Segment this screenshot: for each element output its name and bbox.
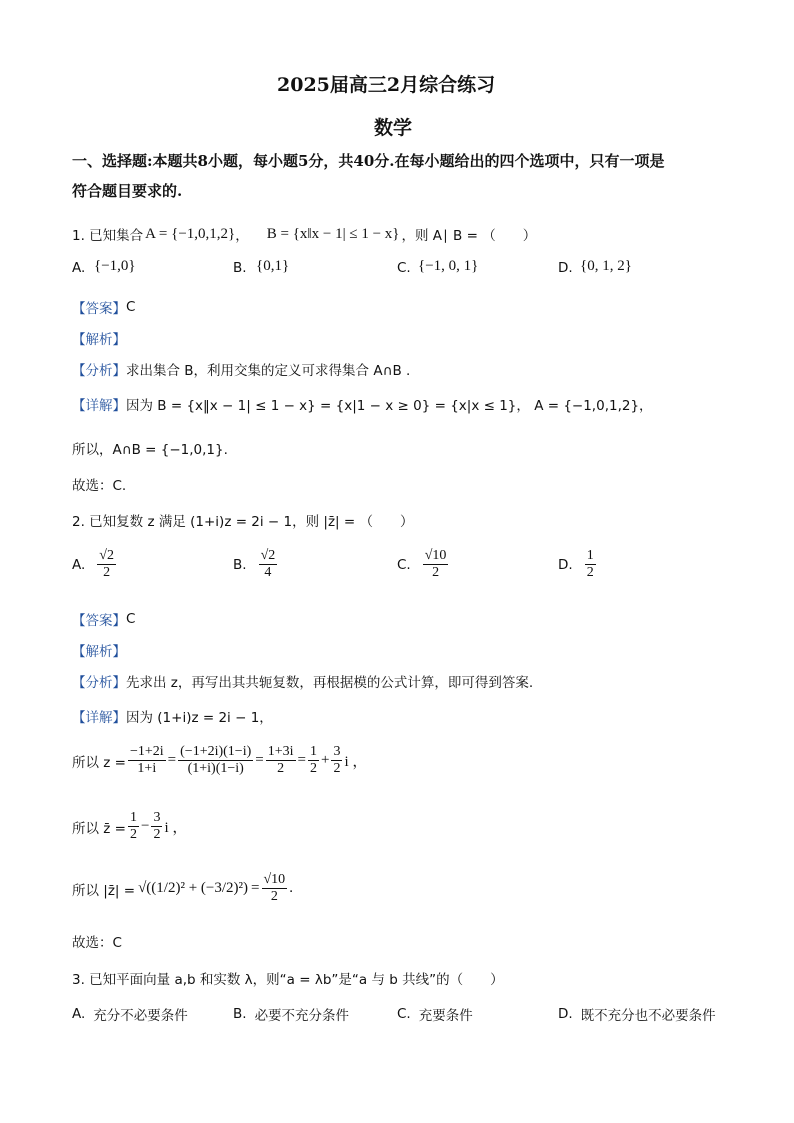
xiangjie-text: 因为 (1+i)z = 2i − 1，	[126, 710, 273, 726]
equals-sign: =	[251, 880, 260, 897]
q1-stem	[72, 224, 536, 244]
q2-option-b	[233, 548, 279, 581]
q2-xiangjie	[72, 706, 273, 726]
q2-choice: 故选：C	[72, 935, 122, 951]
q2-option-b-label: B.	[233, 556, 247, 573]
fenxi-text: 求出集合 B，利用交集的定义可求得集合 A∩B .	[126, 363, 411, 379]
q1-set-a: A = {−1,0,1,2}	[145, 225, 236, 242]
q2-analysis-tag: 【解析】	[72, 644, 126, 660]
section-heading-line1: 一、选择题:本题共8小题，每小题5分，共40分.在每小题给出的四个选项中，只有一项是	[72, 152, 665, 170]
q2-stem: 2. 已知复数 z 满足 (1+i)z = 2i − 1，则 |z̄| = （ ）	[72, 514, 414, 530]
q2-option-d	[558, 548, 598, 581]
step1-frac3: $\frac{1+3i}{2}$	[267, 744, 294, 777]
q1-option-a-value: {−1,0}	[94, 258, 136, 274]
q3-option-a-label: A.	[72, 1006, 86, 1022]
q3-option-a	[72, 1004, 188, 1024]
subject-title: 数学	[374, 117, 413, 139]
q1-option-c-label: C.	[397, 260, 411, 276]
q3-option-c	[397, 1004, 473, 1024]
answer-value: C	[126, 299, 136, 315]
equals-sign: =	[167, 752, 177, 769]
q2-fenxi	[72, 671, 533, 691]
q2-option-c-fraction: $\frac{√10}{2}$	[424, 548, 447, 581]
q2-step2	[72, 810, 187, 843]
q1-set-b: B = {x‖x − 1| ≤ 1 − x}	[266, 225, 400, 242]
section-heading-line2: 符合题目要求的.	[72, 182, 183, 200]
q1-option-d-label: D.	[558, 260, 573, 276]
q3-option-b-text: 必要不充分条件	[254, 1008, 350, 1024]
step1-tail: i ，	[344, 754, 368, 771]
q2-step3	[72, 872, 293, 905]
answer-tag: 【答案】	[72, 613, 126, 629]
q1-conclusion: 所以，A∩B = {−1,0,1}.	[72, 442, 228, 458]
xiangjie-text: 因为 B = {x‖x − 1| ≤ 1 − x} = {x|1 − x ≥ 0} = {x|x ≤ 1}， A = {−1,0,1,2}，	[126, 398, 653, 414]
step1-frac5: $\frac{3}{2}$	[333, 744, 341, 777]
q3-option-c-label: C.	[397, 1006, 411, 1022]
q2-option-d-label: D.	[558, 556, 573, 573]
step2-prefix: 所以 z̄ =	[72, 820, 126, 837]
q2-option-c	[397, 548, 450, 581]
q3-option-c-text: 充要条件	[418, 1008, 473, 1024]
q1-option-d-value: {0, 1, 2}	[580, 258, 632, 274]
q1-option-b-label: B.	[233, 260, 247, 276]
q2-option-b-fraction: $\frac{√2}{4}$	[260, 548, 276, 581]
q3-option-b-label: B.	[233, 1006, 247, 1022]
q1-answer	[72, 297, 135, 317]
plus-sign: +	[321, 752, 330, 769]
q3-stem: 3. 已知平面向量 a,b 和实数 λ，则“a = λb”是“a 与 b 共线”的（ ）	[72, 972, 504, 988]
step1-frac1: $\frac{-1+2i}{1+i}$	[129, 744, 164, 777]
step3-result: $\frac{√10}{2}$	[263, 872, 286, 905]
step1-frac4: $\frac{1}{2}$	[310, 744, 317, 777]
q1-option-a-label: A.	[72, 260, 86, 276]
minus-sign: −	[140, 818, 150, 835]
q1-tail: ，则 A∣ B = （ ）	[401, 228, 537, 244]
step2-frac2: $\frac{3}{2}$	[153, 810, 161, 843]
step3-root: √((1/2)² + (−3/2)²)	[138, 880, 249, 897]
q2-option-a-fraction: $\frac{√2}{2}$	[99, 548, 114, 581]
q2-option-d-fraction: $\frac{1}{2}$	[586, 548, 594, 581]
step2-tail: i ，	[164, 820, 188, 837]
answer-value: C	[126, 611, 136, 627]
step1-frac2: $\frac{(-1+2i)(1-i)}{(1+i)(1-i)}$	[180, 744, 252, 777]
step3-prefix: 所以 |z̄| =	[72, 882, 136, 899]
page-title: 2025届高三2月综合练习	[277, 74, 496, 96]
q1-option-b-value: {0,1}	[256, 258, 290, 274]
equals-sign: =	[255, 752, 264, 769]
q2-answer	[72, 609, 135, 629]
q1-number: 1. 已知集合	[72, 228, 144, 244]
answer-tag: 【答案】	[72, 301, 126, 317]
q2-step1	[72, 744, 367, 777]
q3-option-b	[233, 1004, 349, 1024]
q1-xiangjie	[72, 394, 653, 414]
q1-analysis-tag: 【解析】	[72, 332, 126, 348]
fenxi-tag: 【分析】	[72, 363, 126, 379]
fenxi-tag: 【分析】	[72, 675, 126, 691]
q3-option-d-text: 既不充分也不必要条件	[580, 1008, 716, 1024]
xiangjie-tag: 【详解】	[72, 398, 126, 414]
equals-sign: =	[297, 752, 306, 769]
fenxi-text: 先求出 z，再写出其共轭复数，再根据模的公式计算，即可得到答案.	[126, 675, 534, 691]
q1-comma: ，	[235, 228, 249, 244]
q3-option-a-text: 充分不必要条件	[93, 1008, 188, 1024]
q3-option-d	[558, 1004, 716, 1024]
xiangjie-tag: 【详解】	[72, 710, 126, 726]
q1-fenxi	[72, 359, 410, 379]
q1-option-c-value: {−1, 0, 1}	[418, 258, 479, 274]
q2-option-a	[72, 548, 118, 581]
step2-frac1: $\frac{1}{2}$	[129, 810, 137, 843]
q2-option-a-label: A.	[72, 556, 86, 573]
q3-option-d-label: D.	[558, 1006, 573, 1022]
q1-choice: 故选：C.	[72, 478, 127, 494]
step1-prefix: 所以 z =	[72, 754, 126, 771]
q2-option-c-label: C.	[397, 556, 411, 573]
period: .	[289, 880, 293, 897]
